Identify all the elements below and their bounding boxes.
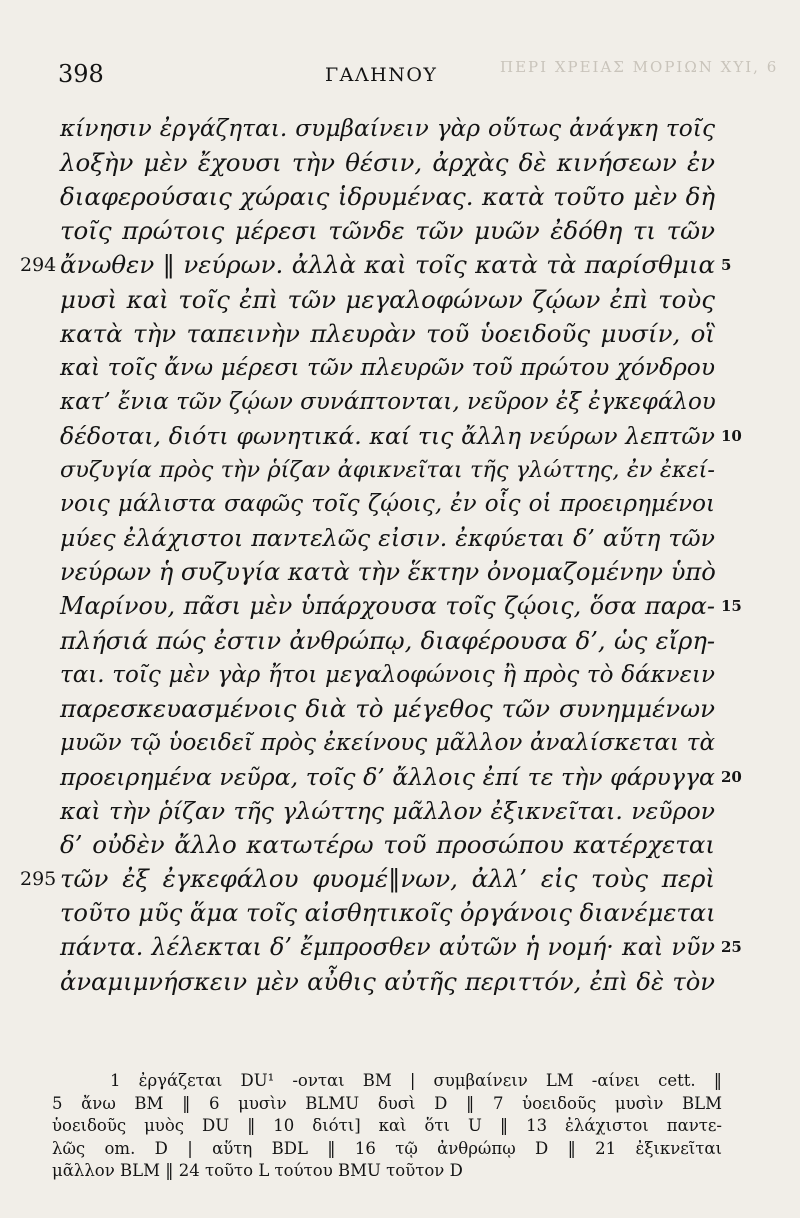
text-line: μύες ἐλάχιστοι παντελῶς εἰσιν. ἐκφύεται δ’ αὕτη τῶν [60,524,715,553]
apparatus-line: 1 ἐργάζεται DU¹ -ονται BM | συμβαίνειν LM -αίνει cett. ‖ [110,1071,722,1090]
text-line: πάντα. λέλεκται δ’ ἔμπροσθεν αὐτῶν ἡ νομή· καὶ νῦν [60,933,715,962]
line-number: 5 [721,256,732,275]
text-line: παρεσκευασμένοις διὰ τὸ μέγεθος τῶν συνημμένων [60,693,715,723]
line-number: 15 [721,597,742,616]
page-header [0,60,800,90]
line-number: 25 [721,938,742,957]
text-line: κατὰ τὴν ταπεινὴν πλευρὰν τοῦ ὑοειδοῦς μυσίν, οἳ [60,318,715,348]
text-line: δέδοται, διότι φωνητικά. καί τις ἄλλη νεύρων λεπτῶν [60,421,715,450]
text-line: καὶ τοῖς ἄνω μέρεσι τῶν πλευρῶν τοῦ πρώτου χόνδρου [60,353,715,381]
text-line: ται. τοῖς μὲν γὰρ ἤτοι μεγαλοφώνοις ἢ πρὸς τὸ δάκνειν [60,661,715,688]
text-line: ἀναμιμνήσκειν μὲν αὖθις αὐτῆς περιττόν, ἐπὶ δὲ τὸν [60,967,715,996]
text-line: διαφερούσαις χώραις ἱδρυμένας. κατὰ τοῦτο μὲν δὴ [60,182,715,212]
apparatus-line: μᾶλλον BLM ‖ 24 τοῦτο L τούτου BMU τοῦτον D [52,1161,463,1180]
apparatus-line: 5 ἄνω BM ‖ 6 μυσὶν BLMU δυσὶ D ‖ 7 ὑοειδοῦς μυσὶν BLM [52,1093,722,1113]
text-line: Μαρίνου, πᾶσι μὲν ὑπάρχουσα τοῖς ζῴοις, ὅσα παρα- [60,592,715,621]
line-number: 20 [721,767,742,786]
text-line: δ’ οὐδὲν ἄλλο κατωτέρω τοῦ προσώπου κατέρχεται [60,830,715,860]
page-number: 398 [58,60,104,88]
text-line: ἄνωθεν ‖ νεύρων. ἀλλὰ καὶ τοῖς κατὰ τὰ παρίσθμια [60,250,715,280]
text-line: μυσὶ καὶ τοῖς ἐπὶ τῶν μεγαλοφώνων ζῴων ἐπὶ τοὺς [60,284,715,314]
text-line: τοῖς πρώτοις μέρεσι τῶνδε τῶν μυῶν ἐδόθη τι τῶν [60,216,715,246]
text-line: νεύρων ἡ συζυγία κατὰ τὴν ἕκτην ὀνομαζομένην ὑπὸ [60,558,716,587]
bleed-through-text: ΠΕΡΙ ΧΡΕΙΑΣ ΜΟΡΙΩΝ ΧΥΙ, 6 [500,58,779,76]
apparatus-line: λῶς om. D | αὕτη BDL ‖ 16 τῷ ἀνθρώπῳ D ‖ 21 ἐξικνεῖται [52,1138,722,1158]
text-line: καὶ τὴν ῥίζαν τῆς γλώττης μᾶλλον ἐξικνεῖται. νεῦρον [60,797,715,825]
text-line: νοις μάλιστα σαφῶς τοῖς ζῴοις, ἐν οἷς οἱ προειρημένοι [60,491,715,518]
line-number: 10 [721,426,742,445]
margin-reference: 295 [20,868,57,891]
running-title: ΓΑΛΗΝΟΥ [325,64,438,86]
text-line: συζυγία πρὸς τὴν ῥίζαν ἀφικνεῖται τῆς γλώττης, ἐν ἐκεί- [60,457,715,483]
critical-apparatus [52,1070,722,1183]
text-line: κατ’ ἔνια τῶν ζῴων συνάπτονται, νεῦρον ἐξ ἐγκεφάλου [60,388,716,415]
margin-reference: 294 [20,254,57,277]
text-line: πλήσιά πώς ἐστιν ἀνθρώπῳ, διαφέρουσα δ’, ὡς εἴρη- [60,626,715,655]
text-line: λοξὴν μὲν ἔχουσι τὴν θέσιν, ἀρχὰς δὲ κινήσεων ἐν [60,148,715,178]
text-line: μυῶν τῷ ὑοειδεῖ πρὸς ἐκείνους μᾶλλον ἀναλίσκεται τὰ [60,729,715,756]
apparatus-line: ὑοειδοῦς μυὸς DU ‖ 10 διότι] καὶ ὅτι U ‖ 13 ἐλάχιστοι παντε- [52,1116,722,1135]
text-line: τοῦτο μῦς ἅμα τοῖς αἰσθητικοῖς ὀργάνοις διανέμεται [60,899,716,928]
text-line: προειρημένα νεῦρα, τοῖς δ’ ἄλλοις ἐπί τε τὴν φάρυγγα [60,762,715,791]
text-line: κίνησιν ἐργάζηται. συμβαίνειν γὰρ οὕτως ἀνάγκη τοῖς [60,115,715,142]
text-line: τῶν ἐξ ἐγκεφάλου φυομέ‖νων, ἀλλ’ εἰς τοὺς περὶ [60,864,715,894]
